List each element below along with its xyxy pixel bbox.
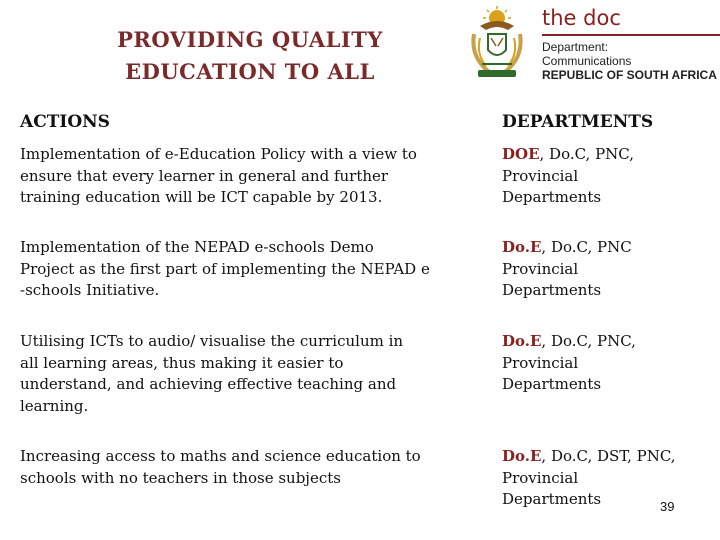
lead-department: Do.E — [502, 447, 542, 465]
department-line: Provincial — [502, 468, 579, 487]
action-line: Project as the first part of implementing the NEPAD e — [20, 259, 430, 278]
department-line — [502, 144, 712, 166]
action-line: Implementation of the NEPAD e-schools Demo — [20, 238, 374, 256]
action-cell — [20, 331, 490, 417]
other-departments: , Do.C, PNC, — [539, 145, 635, 163]
department-line: Provincial — [502, 353, 579, 372]
action-cell — [20, 144, 490, 209]
logo-text — [542, 6, 720, 82]
action-line: ensure that every learner in general and further — [20, 166, 389, 185]
department-cell — [502, 237, 712, 302]
department-line: Departments — [502, 188, 602, 206]
brand-name: the doc — [542, 6, 621, 30]
action-cell — [20, 237, 490, 302]
action-line: Implementation of e-Education Policy with a view to — [20, 145, 417, 163]
action-line: understand, and achieving effective teaching and — [20, 375, 397, 393]
action-cell — [20, 446, 490, 489]
title-line-1: PROVIDING QUALITY — [117, 27, 383, 52]
department-cell — [502, 331, 712, 396]
department-line: Departments — [502, 490, 602, 508]
other-departments: , Do.C, PNC — [541, 238, 632, 256]
department-line: Provincial — [502, 166, 579, 185]
action-line: training education will be ICT capable by 2013. — [20, 188, 383, 206]
department-line: Provincial — [502, 259, 579, 278]
action-line: all learning areas, thus making it easier to — [20, 353, 344, 372]
action-line: schools with no teachers in those subjects — [20, 468, 341, 487]
page-title — [60, 24, 440, 88]
department-line — [502, 331, 712, 353]
department-cell — [502, 446, 712, 511]
action-line: Utilising ICTs to audio/ visualise the curriculum in — [20, 332, 404, 350]
action-line: learning. — [20, 396, 89, 415]
other-departments: , Do.C, DST, PNC, — [541, 447, 676, 465]
other-departments: , Do.C, PNC, — [541, 332, 636, 350]
lead-department: DOE — [502, 145, 540, 163]
logo-country: REPUBLIC OF SOUTH AFRICA — [542, 68, 717, 82]
brand-divider — [542, 34, 720, 36]
lead-department: Do.E — [502, 238, 542, 256]
actions-header: ACTIONS — [20, 112, 110, 132]
lead-department: Do.E — [502, 332, 542, 350]
department-line — [502, 446, 712, 468]
action-line: -schools Initiative. — [20, 281, 160, 299]
department-line — [502, 237, 712, 259]
department-line: Departments — [502, 375, 602, 393]
page-number: 39 — [660, 499, 675, 514]
department-cell — [502, 144, 712, 209]
departments-header: DEPARTMENTS — [502, 112, 654, 132]
logo-dept-label: Department: — [542, 40, 609, 54]
logo-dept-name: Communications — [542, 54, 632, 68]
coat-of-arms-icon — [462, 4, 532, 80]
department-line: Departments — [502, 281, 602, 299]
title-line-2: EDUCATION TO ALL — [125, 59, 375, 84]
action-line: Increasing access to maths and science education to — [20, 447, 421, 465]
doc-logo — [458, 2, 720, 82]
